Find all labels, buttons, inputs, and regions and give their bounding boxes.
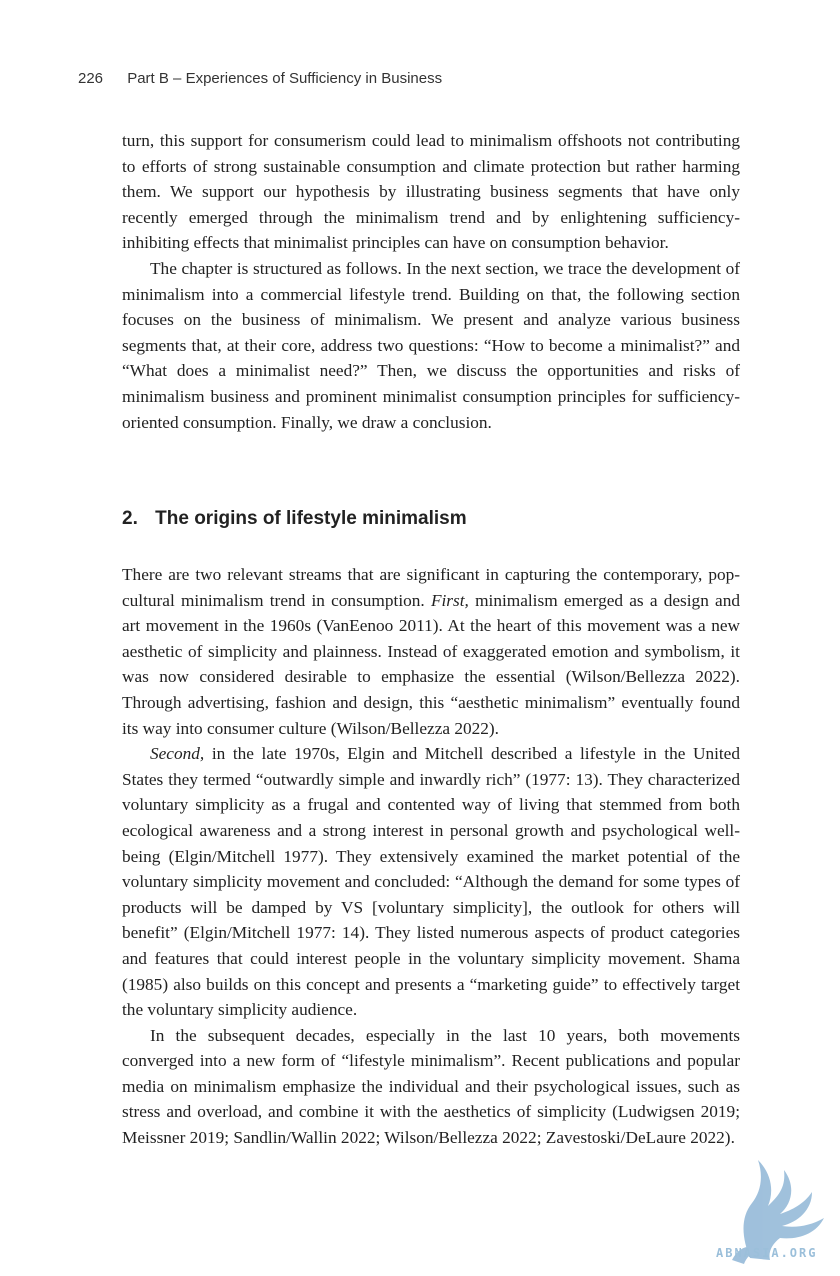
intro-paragraph-1: turn, this support for consumerism could lead to minimalism offshoots not contributing to efforts of strong sustainable consumption and climate protection but rather harming them. We support our hypothesis by illustrating business segments that have only recently emerged through the minimalism trend and by enlightening sufficiency-inhibiting effects that minimalist principles can have on consumption behavior.: [122, 131, 740, 253]
second-emphasis: Second,: [150, 744, 205, 764]
first-emphasis: First,: [430, 590, 469, 610]
running-header: [78, 70, 442, 87]
intro-text: [122, 128, 740, 435]
section-paragraph-3: In the subsequent decades, especially in the last 10 years, both movements converged into a new form of “lifestyle minimalism”. Recent publications and popular media on minimalism emphasize the individual and their psychological issues, such as stress and overload, and combine it with the aesthetics of simplicity (Ludwigsen 2019; Meissner 2019; Sandlin/Wallin 2022; Wilson/Bellezza 2022; Zavestoski/DeLaure 2022).: [122, 1025, 740, 1148]
section-paragraph-2: [122, 741, 740, 1023]
paragraph-1-lead: There are two relevant streams that are significant in capturing the contemporary, pop-cultural minimalism trend in consumption.: [122, 565, 740, 610]
intro-paragraph-2: The chapter is structured as follows. In the next section, we trace the development of minimalism into a commercial lifestyle trend. Building on that, the following section focuses on the business of minimalism. We present and analyze various business segments that, at their core, address two questions: “How to become a minimalist?” and “What does a minimalist need?” Then, we discuss the opportunities and risks of minimalism business and prominent minimalist consumption principles for sufficiency-oriented consumption. Finally, we draw a conclusion.: [122, 258, 740, 432]
section-text: [122, 562, 740, 1151]
watermark-text: ABNASIA.ORG: [716, 1246, 818, 1260]
running-title: Part B – Experiences of Sufficiency in Business: [127, 70, 443, 87]
section-heading: [122, 508, 467, 530]
section-paragraph-1: [122, 562, 740, 741]
section-title: The origins of lifestyle minimalism: [155, 508, 467, 529]
paragraph-2-rest: in the late 1970s, Elgin and Mitchell described a lifestyle in the United States they termed “outwardly simple and inwardly rich” (1977: 13). They characterized voluntary simplicity as a frugal and contented way of living that stemmed from both ecological awareness and a strong interest in personal growth and psychological well-being (Elgin/Mitchell 1977). They extensively examined the market potential of the voluntary simplicity movement and concluded: “Although the demand for some types of products will be damped by VS [voluntary simplicity], the outlook for others will benefit” (Elgin/Mitchell 1977: 14). They listed numerous aspects of product categories and features that could interest people in the voluntary simplicity movement. Shama (1985) also builds on this concept and presents a “marketing guide” to effectively target the voluntary simplicity audience.: [122, 744, 740, 1020]
page-number: 226: [78, 70, 104, 87]
section-number: 2.: [122, 508, 138, 529]
paragraph-1-rest: minimalism emerged as a design and art movement in the 1960s (VanEenoo 2011). At the heart of this movement was a new aesthetic of simplicity and plainness. Instead of exaggerated emotion and symbolism, it was now considered desirable to emphasize the essential (Wilson/Bellezza 2022). Through advertising, fashion and design, this “aesthetic minimalism” eventually found its way into consumer culture (Wilson/Bellezza 2022).: [122, 590, 740, 738]
